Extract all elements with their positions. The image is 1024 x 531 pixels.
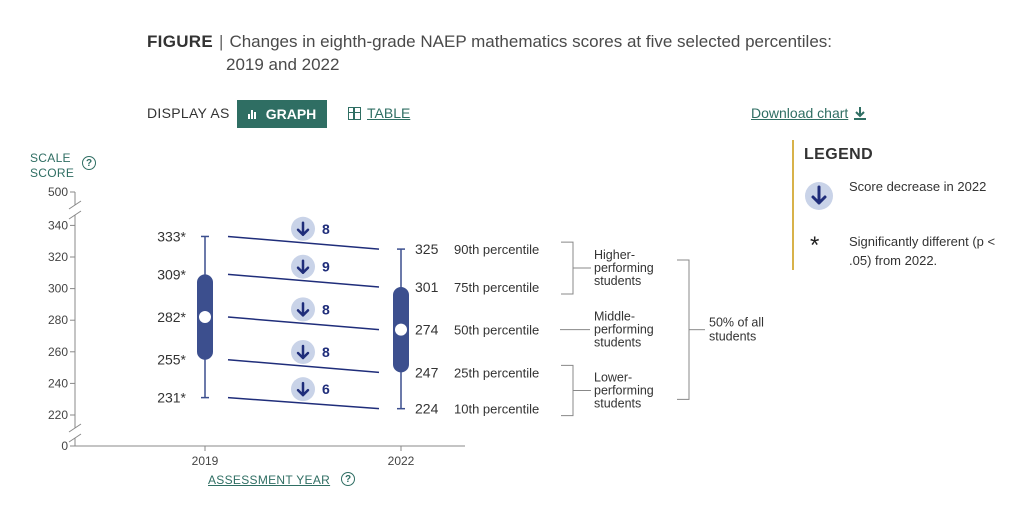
legend-decrease-text: Score decrease in 2022 — [849, 179, 987, 194]
start-value-label-0: 333* — [157, 228, 186, 245]
end-value-label-1: 301 — [415, 279, 439, 296]
download-label: Download chart — [751, 105, 849, 121]
outer-group-label-0: 50% of all — [709, 315, 764, 330]
group-middle-label-1: performing — [594, 322, 654, 337]
figure-title-line1: Changes in eighth-grade NAEP mathematics scores at five selected percentiles: — [229, 32, 833, 51]
group-higher-label-0: Higher- — [594, 248, 635, 263]
x-axis-help-icon[interactable]: ? — [341, 472, 355, 486]
group-higher-bracket — [561, 242, 573, 294]
figure-title-line2: 2019 and 2022 — [226, 55, 340, 74]
group-lower-label-0: Lower- — [594, 370, 633, 385]
end-value-label-2: 274 — [415, 321, 439, 338]
group-middle-label-0: Middle- — [594, 309, 635, 324]
series-name-3: 25th percentile — [454, 365, 540, 381]
group-lower-bracket — [561, 365, 573, 415]
series-name-0: 90th percentile — [454, 242, 540, 258]
start-value-label-4: 231* — [157, 389, 186, 406]
series-name-2: 50th percentile — [454, 322, 540, 338]
x-tick-label-2022: 2022 — [387, 454, 415, 468]
outer-group-bracket — [677, 260, 689, 399]
outer-group-label-1: students — [709, 329, 757, 344]
series-name-4: 10th percentile — [454, 401, 540, 417]
group-lower-label-1: performing — [594, 383, 654, 398]
table-button-label: TABLE — [367, 105, 411, 121]
change-value-4: 6 — [322, 381, 330, 398]
y-axis-title-text: SCALE SCORE — [30, 151, 75, 180]
legend-significance-text: Significantly different (p < .05) from 2022. — [849, 234, 996, 268]
end-value-label-3: 247 — [415, 364, 439, 381]
group-higher-label-1: performing — [594, 261, 654, 276]
group-higher-label-2: students — [594, 274, 642, 289]
start-value-label-3: 255* — [157, 351, 186, 368]
start-value-label-1: 309* — [157, 266, 186, 283]
series-name-1: 75th percentile — [454, 280, 540, 296]
figure-label: FIGURE — [147, 32, 214, 51]
y-tick-label-320: 320 — [47, 250, 68, 264]
median-marker-2019 — [199, 311, 211, 323]
change-value-0: 8 — [322, 220, 330, 237]
end-value-label-4: 224 — [415, 400, 439, 417]
graph-button-label: GRAPH — [265, 106, 317, 122]
y-tick-label-260: 260 — [47, 344, 68, 359]
y-axis-help-icon[interactable]: ? — [82, 156, 96, 170]
change-value-3: 8 — [322, 344, 330, 361]
y-tick-label-300: 300 — [47, 281, 68, 296]
y-tick-label-280: 280 — [47, 313, 68, 328]
x-tick-label-2019: 2019 — [191, 454, 219, 468]
y-tick-label-0: 0 — [61, 439, 68, 453]
end-value-label-0: 325 — [415, 241, 439, 258]
x-axis-title[interactable]: ASSESSMENT YEAR — [208, 473, 331, 487]
group-middle-label-2: students — [594, 335, 642, 350]
y-tick-label-500: 500 — [47, 185, 68, 199]
median-marker-2022 — [395, 324, 407, 336]
start-value-label-2: 282* — [157, 309, 186, 326]
title-separator: | — [219, 32, 224, 51]
legend-asterisk: * — [810, 232, 820, 259]
y-tick-label-340: 340 — [47, 218, 68, 233]
change-value-1: 9 — [322, 258, 330, 275]
y-tick-label-220: 220 — [47, 408, 68, 422]
display-as-label: DISPLAY AS — [147, 105, 230, 121]
change-value-2: 8 — [322, 301, 330, 318]
group-lower-label-2: students — [594, 396, 642, 411]
legend-title: LEGEND — [804, 146, 874, 163]
y-tick-label-240: 240 — [47, 376, 68, 391]
